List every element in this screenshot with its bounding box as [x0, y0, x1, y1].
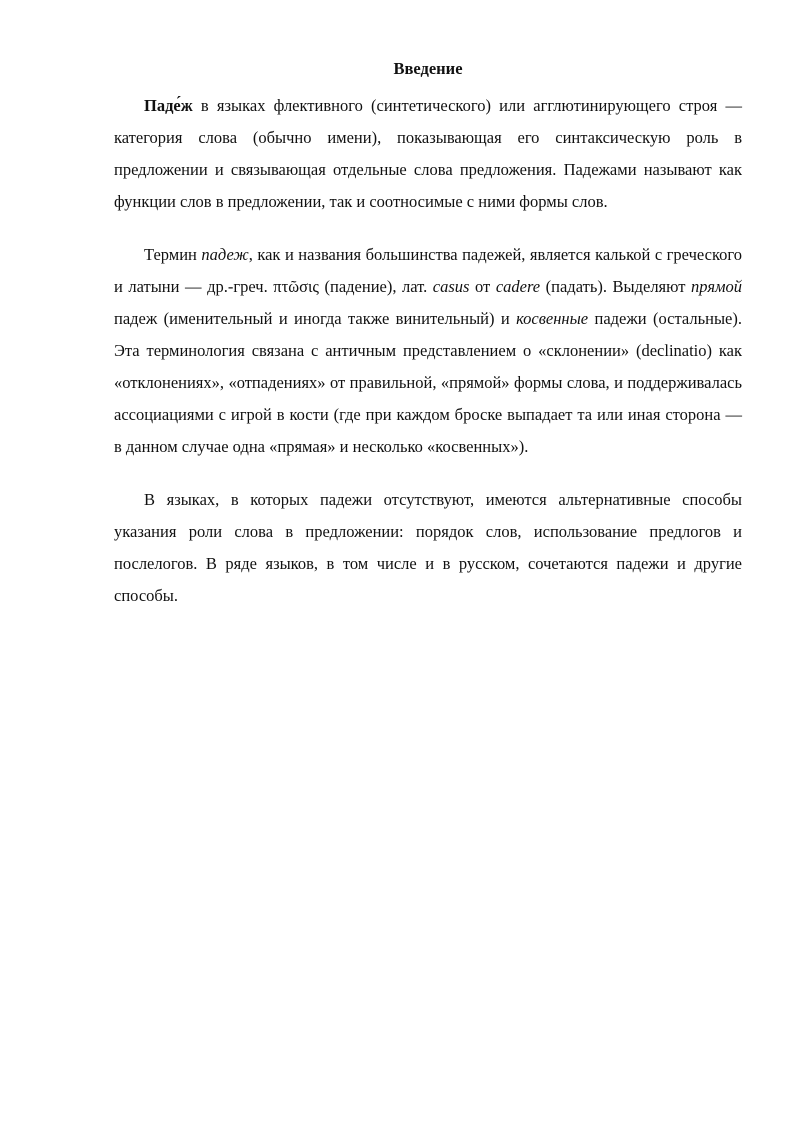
etymology-text-4: (падать). Выделяют: [540, 277, 692, 296]
term-padezh-italic: падеж: [201, 245, 249, 264]
term-kosvennye: косвенные: [516, 309, 589, 328]
paragraph-definition: [114, 90, 742, 218]
etymology-text-6: падежи (остальные). Эта терминология связана с античным представлением о «склонении» (declinatio) как «отклонениях», «отпадениях» от правильной, «прямой» формы слова, и поддерживалась ассоциациями с игрой в кости (где при каждом броске выпадает та или иная сторона — в данном случае одна «прямая» и несколько «косвенных»).: [114, 309, 742, 456]
term-padezh: Паде́ж: [144, 96, 193, 115]
document-page: [114, 58, 742, 612]
term-cadere: cadere: [495, 277, 541, 296]
term-casus: casus: [432, 277, 470, 296]
paragraph-etymology: [114, 239, 742, 463]
etymology-text-1: Термин: [144, 245, 202, 264]
etymology-text-2: , как и названия большинства падежей, является калькой с греческого и латыни — др.-греч. πτῶσις (падение), лат.: [114, 245, 742, 296]
paragraph-alternatives: В языках, в которых падежи отсутствуют, имеются альтернативные способы указания роли слова в предложении: порядок слов, использование предлогов и послелогов. В ряде языков, в том числе и в русском, сочетаются падежи и другие способы.: [114, 490, 742, 605]
term-pryamoy: прямой: [691, 277, 743, 296]
paragraph-definition-text: в языках флективного (синтетического) или агглютинирующего строя — категория слова (обычно имени), показывающая его синтаксическую роль в предложении и связывающая отдельные слова предложения. Падежами называют как функции слов в предложении, так и соотносимые с ними формы слов.: [114, 96, 742, 211]
document-title: Введение: [393, 59, 463, 78]
etymology-text-5: падеж (именительный и иногда также винительный) и: [114, 309, 517, 328]
etymology-text-3: от: [469, 277, 496, 296]
